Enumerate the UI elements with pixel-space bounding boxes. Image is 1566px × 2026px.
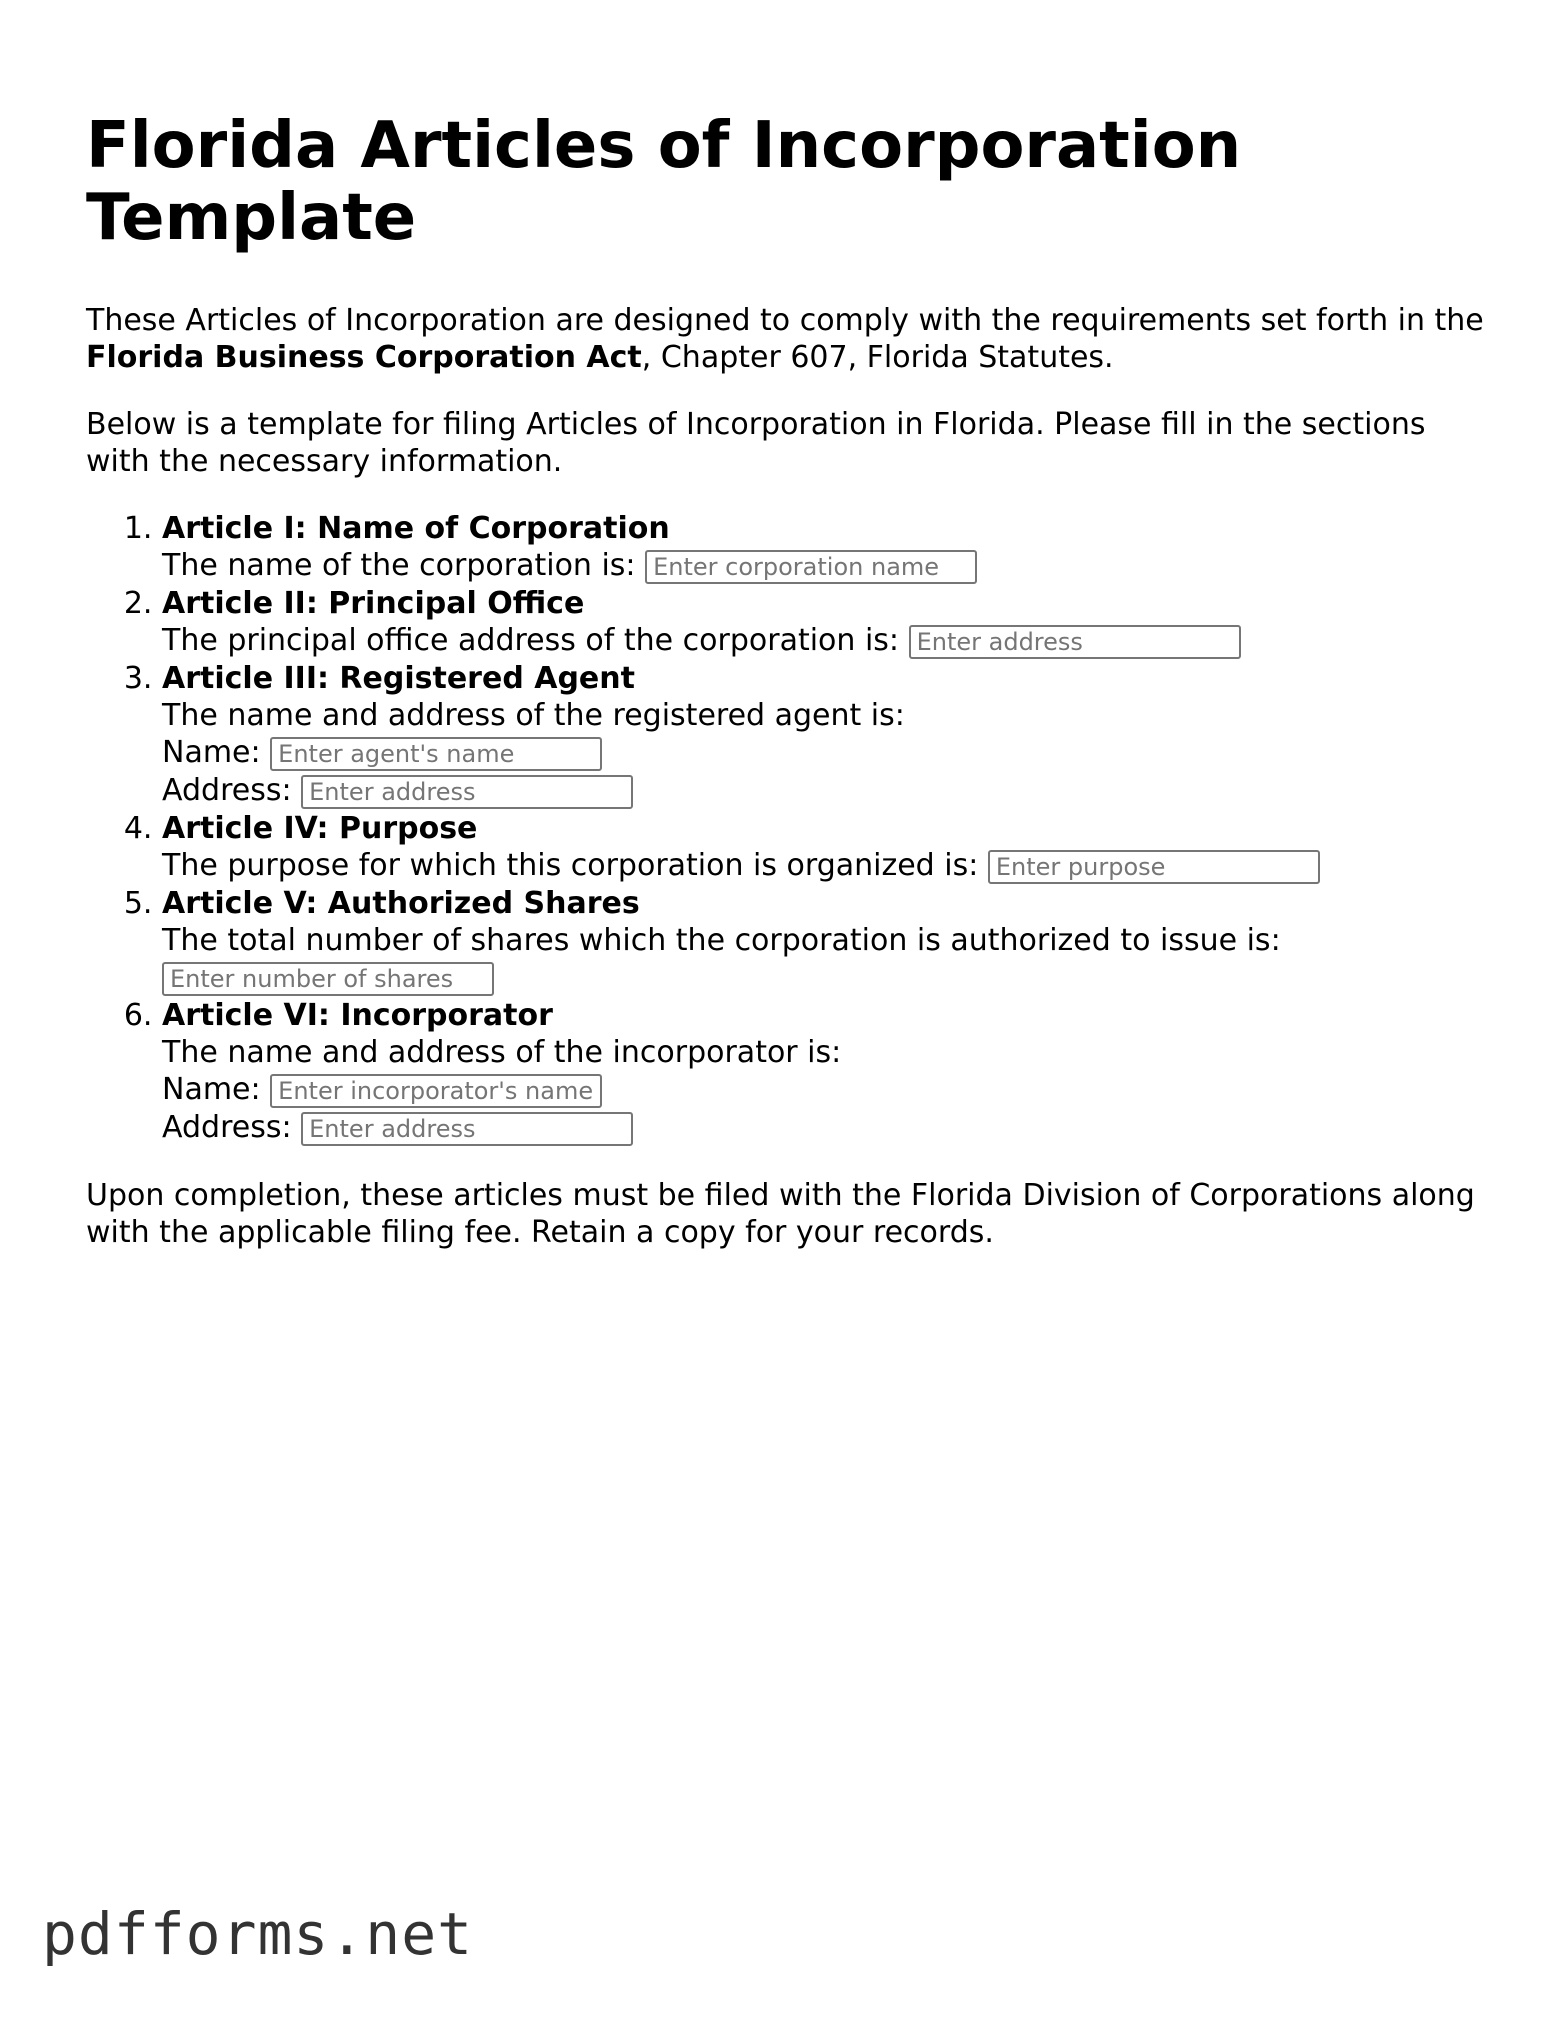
article-1-body [162, 547, 1486, 585]
closing-paragraph: Upon completion, these articles must be filed with the Florida Division of Corporations along with the applicable filing fee. Retain a copy for your records. [86, 1178, 1475, 1250]
incorporator-name-row [162, 1071, 1486, 1109]
article-3 [162, 660, 1486, 810]
incorporator-name-label: Name: [162, 1072, 261, 1107]
agent-address-label: Address: [162, 773, 292, 808]
act-name: Florida Business Corporation Act [86, 340, 642, 375]
article-2-title: 2. Article II: Principal Office [162, 586, 585, 621]
article-5-title: 5. Article V: Authorized Shares [162, 886, 640, 921]
article-2-body [162, 622, 1486, 660]
article-6-title: 6. Article VI: Incorporator [162, 998, 553, 1033]
article-4-text: The purpose for which this corporation is organized is: [162, 848, 979, 883]
article-1 [162, 510, 1486, 585]
article-3-title: 3. Article III: Registered Agent [162, 661, 635, 696]
principal-office-address-input[interactable] [909, 625, 1241, 659]
agent-address-input[interactable] [301, 775, 633, 809]
page-title: Florida Articles of Incorporation Template [86, 109, 1242, 255]
article-6 [162, 997, 1486, 1147]
article-1-title: 1. Article I: Name of Corporation [162, 511, 670, 546]
article-4 [162, 810, 1486, 885]
articles-list [86, 510, 1486, 1147]
intro-text-before: These Articles of Incorporation are designed to comply with the requirements set forth in the [86, 303, 1484, 338]
article-5-text: The total number of shares which the corporation is authorized to issue is: [162, 923, 1281, 958]
article-3-text: The name and address of the registered agent is: [162, 698, 905, 733]
article-4-title: 4. Article IV: Purpose [162, 811, 478, 846]
watermark-logo: pdfforms.net [42, 1900, 474, 1968]
document-page [86, 110, 1486, 1281]
agent-name-label: Name: [162, 735, 261, 770]
agent-address-row [162, 772, 1486, 810]
shares-row [162, 959, 1486, 997]
incorporator-name-input[interactable] [270, 1074, 602, 1108]
intro-paragraph [86, 302, 1486, 376]
instructions-paragraph: Below is a template for filing Articles of Incorporation in Florida. Please fill in the sections with the necessary information. [86, 407, 1426, 479]
agent-name-row [162, 734, 1486, 772]
incorporator-address-label: Address: [162, 1110, 292, 1145]
agent-name-input[interactable] [270, 737, 602, 771]
article-5 [162, 885, 1486, 997]
intro-text-after: , Chapter 607, Florida Statutes. [641, 340, 1114, 375]
incorporator-address-row [162, 1109, 1486, 1147]
number-of-shares-input[interactable] [162, 962, 494, 996]
article-6-text: The name and address of the incorporator is: [162, 1035, 842, 1070]
purpose-input[interactable] [988, 850, 1320, 884]
incorporator-address-input[interactable] [301, 1112, 633, 1146]
article-1-text: The name of the corporation is: [162, 548, 636, 583]
article-2-text: The principal office address of the corporation is: [162, 623, 900, 658]
article-2 [162, 585, 1486, 660]
corporation-name-input[interactable] [645, 550, 977, 584]
article-4-body [162, 847, 1486, 885]
